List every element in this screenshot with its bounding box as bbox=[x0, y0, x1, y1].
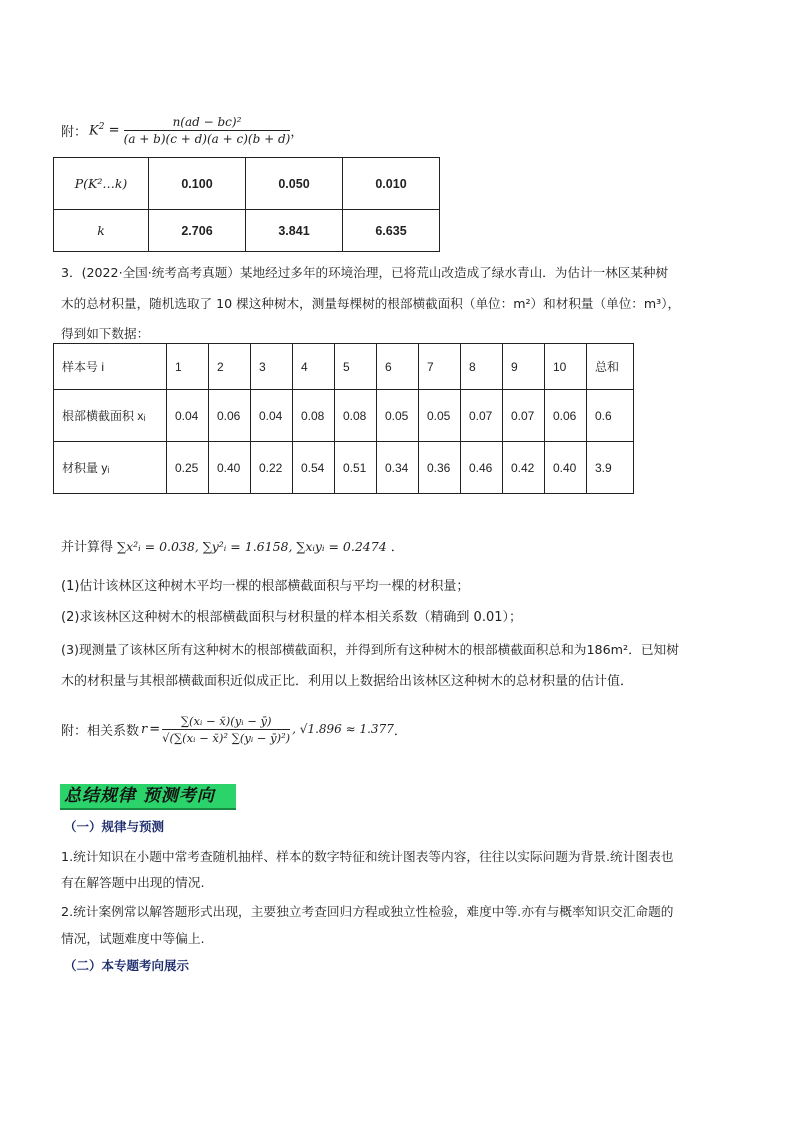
table-cell: 0.51 bbox=[335, 442, 377, 494]
table-cell: 0.04 bbox=[251, 390, 293, 442]
table-header-cell: 样本号 i bbox=[54, 344, 167, 390]
table-cell: 0.010 bbox=[343, 158, 440, 210]
appendix-k2-formula bbox=[61, 110, 303, 150]
table-row bbox=[54, 344, 634, 390]
question-2: (2)求该林区这种树木的根部横截面积与材积量的样本相关系数（精确到 0.01）； bbox=[61, 610, 522, 625]
k-symbol: K bbox=[89, 123, 99, 139]
summary-paragraph-1b: 有在解答题中出现的情况. bbox=[61, 875, 205, 890]
table-cell: 0.34 bbox=[377, 442, 419, 494]
summary-paragraph-1a: 1.统计知识在小题中常考查随机抽样、样本的数字特征和统计图表等内容，往往以实际问题为背景.统计图表也 bbox=[61, 849, 674, 864]
table-cell: 0.25 bbox=[167, 442, 209, 494]
table-row bbox=[54, 390, 634, 442]
summary-paragraph-2a: 2.统计案例常以解答题形式出现，主要独立考查回归方程或独立性检验，难度中等.亦有与概率知识交汇命题的 bbox=[61, 904, 674, 919]
critical-value-table bbox=[53, 157, 440, 252]
appendix-correlation-formula bbox=[61, 704, 407, 754]
table-cell: k bbox=[54, 210, 149, 252]
table-cell: 3.9 bbox=[587, 442, 634, 494]
table-cell: 0.54 bbox=[293, 442, 335, 494]
table-cell: 0.050 bbox=[246, 158, 343, 210]
table-row bbox=[54, 210, 440, 252]
table-header-cell: 3 bbox=[251, 344, 293, 390]
equals-sign: = bbox=[149, 721, 161, 737]
k2-fraction bbox=[124, 115, 291, 146]
table-cell: 0.06 bbox=[209, 390, 251, 442]
problem3-line1: 3．(2022·全国·统考高考真题）某地经过多年的环境治理，已将荒山改造成了绿水青山．为估计一林区某种树 bbox=[61, 265, 669, 280]
question-1: (1)估计该林区这种树木平均一棵的根部横截面积与平均一棵的材积量； bbox=[61, 579, 470, 594]
computed-prefix: 并计算得 bbox=[61, 540, 114, 555]
table-header-cell: 8 bbox=[461, 344, 503, 390]
table-header-cell: 2 bbox=[209, 344, 251, 390]
table-header-cell: 总和 bbox=[587, 344, 634, 390]
question-3-line2: 木的材积量与其根部横截面积近似成正比．利用以上数据给出该林区这种树木的总材积量的估计值． bbox=[61, 674, 634, 689]
table-cell: 0.46 bbox=[461, 442, 503, 494]
computed-end: ． bbox=[390, 540, 404, 555]
table-cell: 0.04 bbox=[167, 390, 209, 442]
appendix-corr-label: 附：相关系数 bbox=[61, 723, 140, 739]
section-1-title: （一）规律与预测 bbox=[64, 819, 165, 834]
table-cell: 根部横截面积 xᵢ bbox=[54, 390, 167, 442]
appendix-label: 附： bbox=[61, 124, 88, 140]
table-cell: 0.05 bbox=[419, 390, 461, 442]
table-cell: 0.08 bbox=[335, 390, 377, 442]
computed-sums bbox=[61, 536, 404, 555]
summary-paragraph-2b: 情况，试题难度中等偏上. bbox=[61, 931, 205, 946]
table-cell: 6.635 bbox=[343, 210, 440, 252]
table-cell: P(K²…k) bbox=[54, 158, 149, 210]
table-header-cell: 10 bbox=[545, 344, 587, 390]
equals-sign: = bbox=[104, 122, 124, 138]
table-header-cell: 9 bbox=[503, 344, 545, 390]
table-cell: 材积量 yᵢ bbox=[54, 442, 167, 494]
table-header-cell: 4 bbox=[293, 344, 335, 390]
table-row bbox=[54, 442, 634, 494]
problem3-line2: 木的总材积量，随机选取了 10 棵这种树木，测量每棵树的根部横截面积（单位：m²）和材积量（单位：m³）， bbox=[61, 296, 681, 311]
appendix-corr-end: ． bbox=[393, 723, 407, 739]
table-cell: 0.6 bbox=[587, 390, 634, 442]
table-cell: 0.36 bbox=[419, 442, 461, 494]
table-row bbox=[54, 158, 440, 210]
table-cell: 0.05 bbox=[377, 390, 419, 442]
sqrt-approx: , √1.896 ≈ 1.377 bbox=[292, 722, 394, 736]
table-header-cell: 1 bbox=[167, 344, 209, 390]
table-cell: 3.841 bbox=[246, 210, 343, 252]
table-cell: 0.07 bbox=[461, 390, 503, 442]
table-header-cell: 6 bbox=[377, 344, 419, 390]
table-header-cell: 5 bbox=[335, 344, 377, 390]
table-cell: 0.07 bbox=[503, 390, 545, 442]
k-exponent: 2 bbox=[98, 121, 105, 132]
problem3-line3: 得到如下数据： bbox=[61, 326, 150, 341]
table-cell: 0.42 bbox=[503, 442, 545, 494]
table-cell: 2.706 bbox=[149, 210, 246, 252]
r-symbol: r bbox=[141, 721, 148, 737]
question-3-line1: (3)现测量了该林区所有这种树木的根部横截面积，并得到所有这种树木的根部横截面积总和为186m²．已知树 bbox=[61, 642, 679, 657]
correlation-numerator: ∑(xᵢ − x̄)(yᵢ − ȳ) bbox=[162, 714, 290, 730]
table-cell: 0.40 bbox=[545, 442, 587, 494]
sample-data-table bbox=[53, 343, 634, 494]
table-cell: 0.08 bbox=[293, 390, 335, 442]
appendix-tail: ， bbox=[290, 124, 304, 140]
k2-lhs bbox=[89, 122, 104, 138]
k2-numerator: n(ad − bc)² bbox=[124, 115, 291, 131]
summary-banner: 总结规律 预测考向 bbox=[60, 784, 236, 810]
table-cell: 0.06 bbox=[545, 390, 587, 442]
table-cell: 0.22 bbox=[251, 442, 293, 494]
correlation-fraction bbox=[162, 714, 290, 745]
computed-formula: ∑x²ᵢ = 0.038, ∑y²ᵢ = 1.6158, ∑xᵢyᵢ = 0.2474 bbox=[117, 539, 387, 554]
table-header-cell: 7 bbox=[419, 344, 461, 390]
section-2-title: （二）本专题考向展示 bbox=[64, 958, 190, 973]
table-cell: 0.40 bbox=[209, 442, 251, 494]
table-cell: 0.100 bbox=[149, 158, 246, 210]
correlation-denominator: √(∑(xᵢ − x̄)² ∑(yᵢ − ȳ)²) bbox=[162, 730, 291, 745]
k2-denominator: (a + b)(c + d)(a + c)(b + d) bbox=[123, 131, 291, 146]
